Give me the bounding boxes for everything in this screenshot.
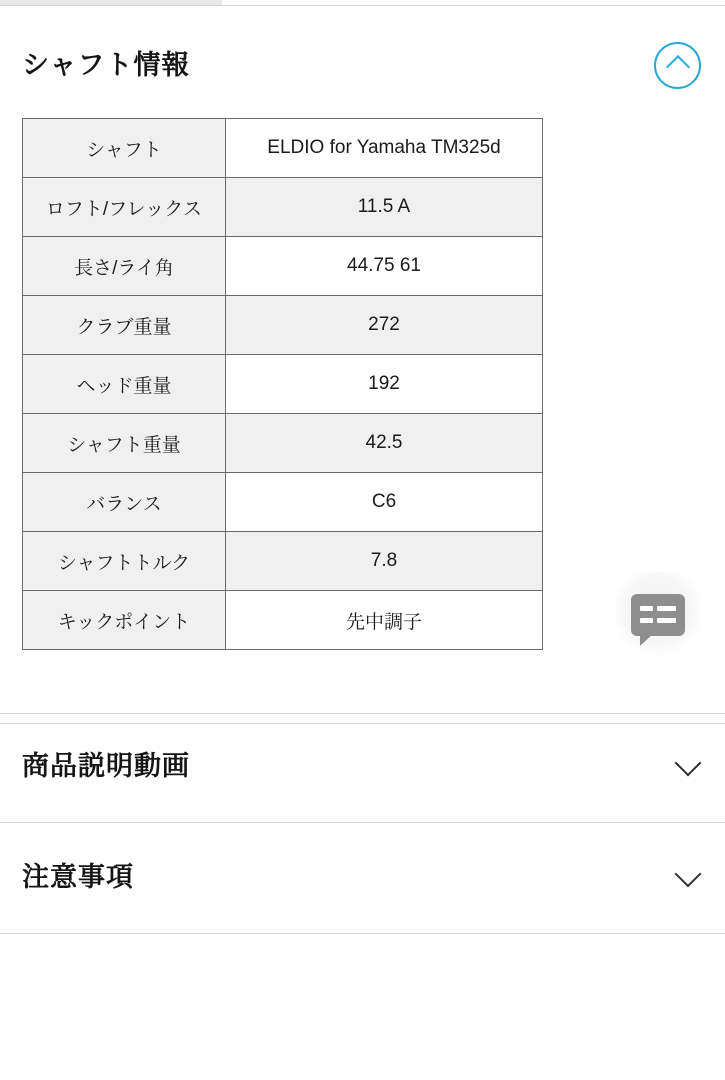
spec-value: C6: [226, 473, 543, 532]
table-row: [23, 591, 543, 650]
section-divider: [0, 723, 725, 724]
section-notes: [0, 846, 725, 908]
spec-value: 11.5 A: [226, 178, 543, 237]
spec-label: キックポイント: [23, 591, 226, 650]
section-divider: [0, 713, 725, 714]
table-row: [23, 532, 543, 591]
section-header-product-video[interactable]: [0, 735, 725, 797]
spec-value: 先中調子: [226, 591, 543, 650]
section-divider: [0, 822, 725, 823]
chat-bubble-line: [640, 618, 653, 623]
table-row: [23, 119, 543, 178]
previous-section-edge: [0, 0, 725, 8]
spec-value: 42.5: [226, 414, 543, 473]
spec-label: シャフト重量: [23, 414, 226, 473]
table-row: [23, 178, 543, 237]
chevron-down-icon[interactable]: [675, 753, 701, 779]
chat-bubble-icon: [631, 594, 685, 636]
table-row: [23, 473, 543, 532]
shaft-spec-table: [22, 118, 543, 650]
chat-bubble-line: [640, 606, 653, 611]
previous-section-right-cell: [222, 0, 725, 6]
section-shaft-info: [0, 34, 725, 96]
spec-label: シャフト: [23, 119, 226, 178]
spec-label: 長さ/ライ角: [23, 237, 226, 296]
table-row: [23, 237, 543, 296]
table-row: [23, 355, 543, 414]
previous-section-left-cell: [0, 0, 222, 6]
section-header-shaft-info[interactable]: [0, 34, 725, 96]
chat-bubble-line: [657, 606, 676, 611]
spec-value: 44.75 61: [226, 237, 543, 296]
spec-label: ヘッド重量: [23, 355, 226, 414]
spec-value: 192: [226, 355, 543, 414]
shaft-spec-table-wrapper: [0, 118, 725, 650]
section-title-notes: 注意事項: [22, 861, 134, 892]
table-row: [23, 414, 543, 473]
spec-label: バランス: [23, 473, 226, 532]
page-title: シャフト情報: [22, 49, 190, 80]
chevron-down-icon[interactable]: [675, 864, 701, 890]
chevron-up-glyph: [665, 55, 689, 79]
section-title-product-video: 商品説明動画: [22, 750, 190, 781]
spec-value: ELDIO for Yamaha TM325d: [226, 119, 543, 178]
spec-label: クラブ重量: [23, 296, 226, 355]
spec-value: 7.8: [226, 532, 543, 591]
chat-bubble-line: [657, 618, 676, 623]
chevron-up-circle-icon[interactable]: [654, 42, 701, 89]
spec-label: ロフト/フレックス: [23, 178, 226, 237]
table-row: [23, 296, 543, 355]
section-product-video: [0, 735, 725, 797]
chat-widget-button[interactable]: [615, 572, 701, 658]
section-header-notes[interactable]: [0, 846, 725, 908]
spec-label: シャフトトルク: [23, 532, 226, 591]
section-divider: [0, 933, 725, 934]
spec-value: 272: [226, 296, 543, 355]
